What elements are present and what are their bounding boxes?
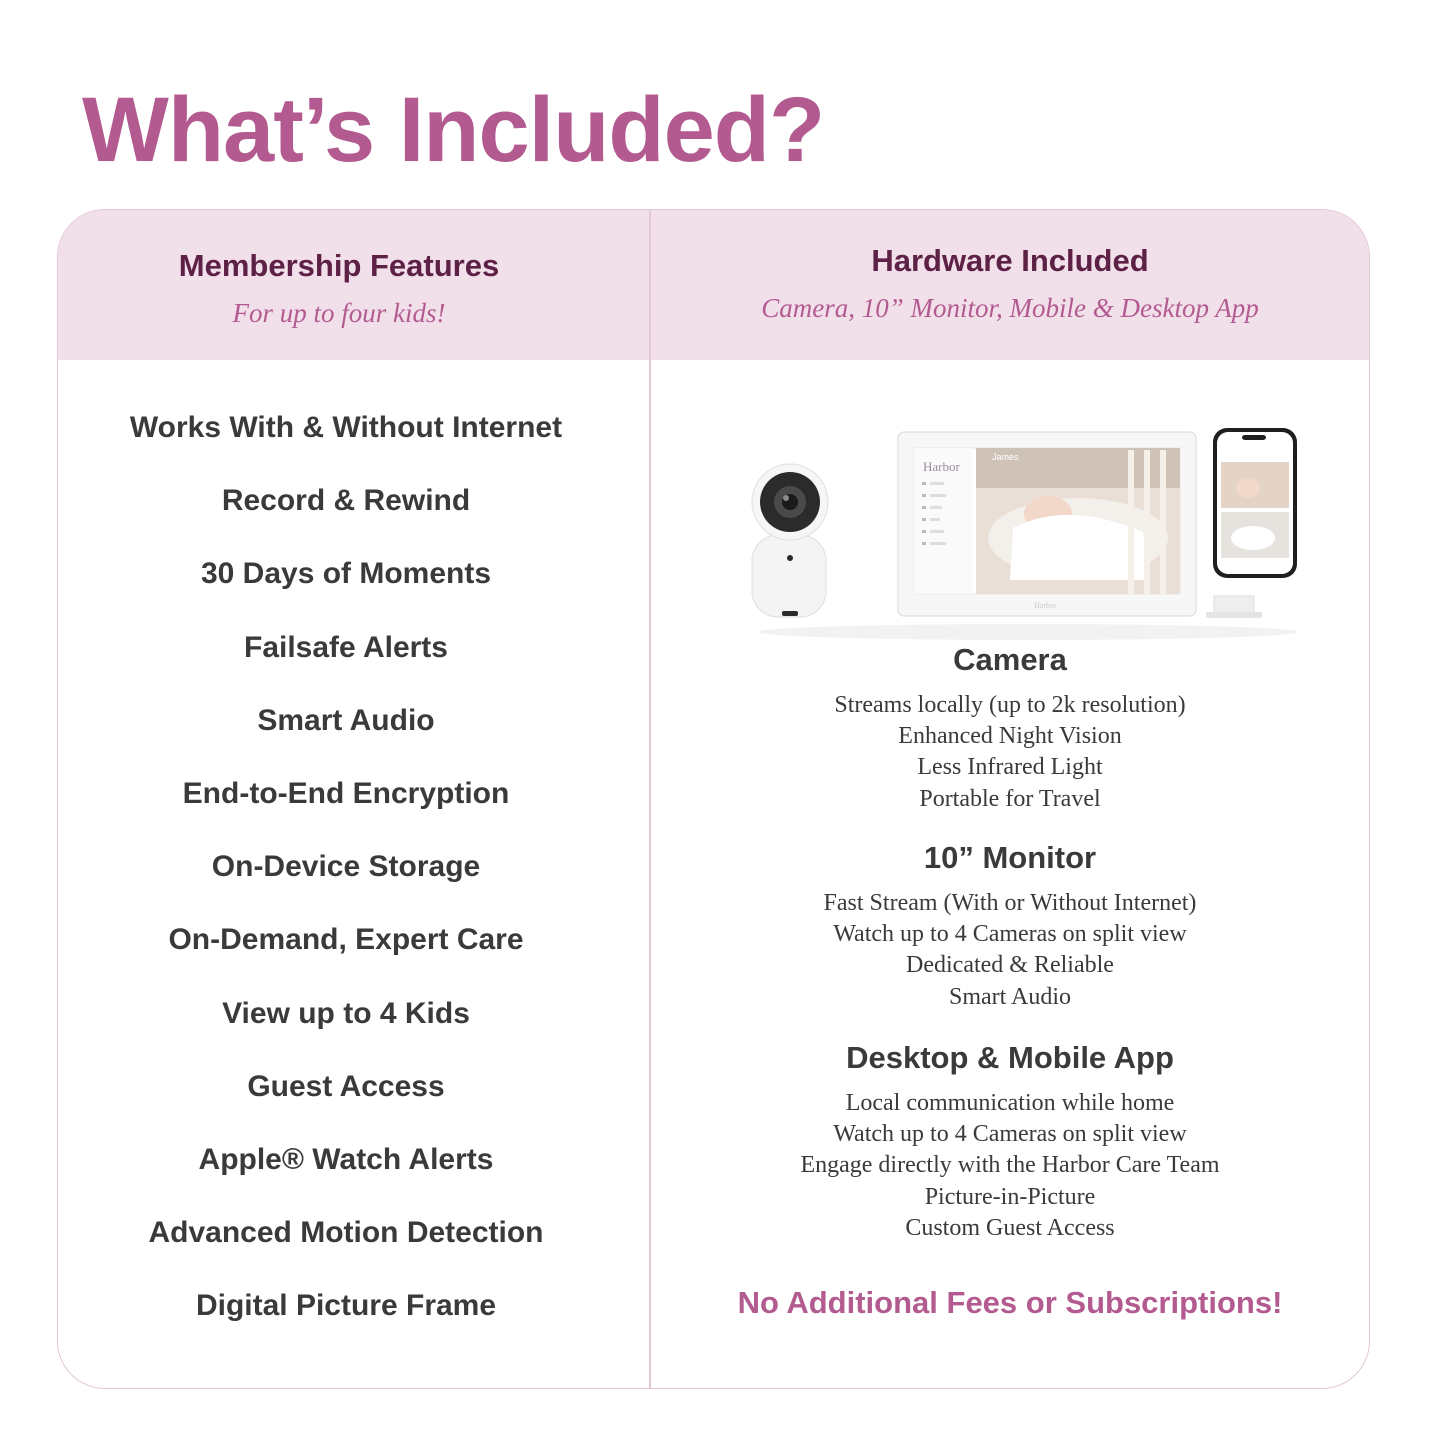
camera-spec: Less Infrared Light (917, 754, 1103, 781)
monitor-spec: Smart Audio (948, 983, 1071, 1010)
membership-heading: Membership Features (178, 248, 500, 283)
monitor-section (650, 840, 1370, 1013)
membership-feature-list (58, 400, 634, 1351)
feature-item: Failsafe Alerts (244, 630, 448, 664)
app-section (650, 1040, 1370, 1244)
camera-spec: Enhanced Night Vision (898, 723, 1122, 750)
hardware-header (650, 210, 1370, 360)
camera-title: Camera (953, 642, 1067, 677)
app-spec: Picture-in-Picture (924, 1183, 1096, 1210)
product-illustration (748, 410, 1308, 640)
feature-item: End-to-End Encryption (182, 776, 510, 810)
camera-spec: Portable for Travel (919, 785, 1101, 812)
monitor-title: 10” Monitor (923, 840, 1097, 875)
monitor-screen-name: James (992, 452, 1019, 462)
feature-item: Smart Audio (257, 703, 435, 737)
feature-item: Works With & Without Internet (129, 411, 563, 444)
camera-section (650, 642, 1370, 815)
camera-spec: Streams locally (up to 2k resolution) (834, 692, 1186, 718)
comparison-card (57, 209, 1370, 1389)
monitor-spec: Dedicated & Reliable (906, 952, 1114, 979)
feature-item: View up to 4 Kids (222, 996, 470, 1030)
app-spec: Local communication while home (845, 1090, 1175, 1116)
app-title: Desktop & Mobile App (846, 1040, 1174, 1075)
app-spec: Custom Guest Access (905, 1214, 1115, 1241)
feature-item: 30 Days of Moments (200, 557, 492, 591)
monitor-brand: Harbor (923, 459, 960, 474)
feature-item: Digital Picture Frame (195, 1289, 497, 1323)
monitor-bezel-brand: Harbor (1034, 601, 1057, 610)
monitor-spec: Fast Stream (With or Without Internet) (823, 890, 1197, 916)
monitor-device (898, 432, 1196, 616)
phone-device (1206, 428, 1297, 618)
feature-item: Guest Access (247, 1069, 445, 1103)
app-spec: Watch up to 4 Cameras on split view (833, 1121, 1187, 1148)
feature-item: On-Demand, Expert Care (168, 923, 524, 957)
membership-subheading: For up to four kids! (232, 298, 446, 328)
page-title: What’s Included? (82, 79, 825, 181)
feature-item: Advanced Motion Detection (148, 1216, 544, 1250)
feature-item: On-Device Storage (211, 850, 481, 884)
app-spec: Engage directly with the Harbor Care Team (800, 1152, 1220, 1179)
hardware-heading: Hardware Included (871, 243, 1149, 278)
hardware-subheading: Camera, 10” Monitor, Mobile & Desktop App (761, 293, 1259, 323)
monitor-spec: Watch up to 4 Cameras on split view (833, 921, 1187, 948)
camera-device (752, 464, 828, 617)
no-fees-tagline: No Additional Fees or Subscriptions! (737, 1285, 1283, 1320)
feature-item: Apple® Watch Alerts (198, 1142, 494, 1176)
membership-header (58, 210, 620, 360)
feature-item: Record & Rewind (221, 484, 471, 518)
